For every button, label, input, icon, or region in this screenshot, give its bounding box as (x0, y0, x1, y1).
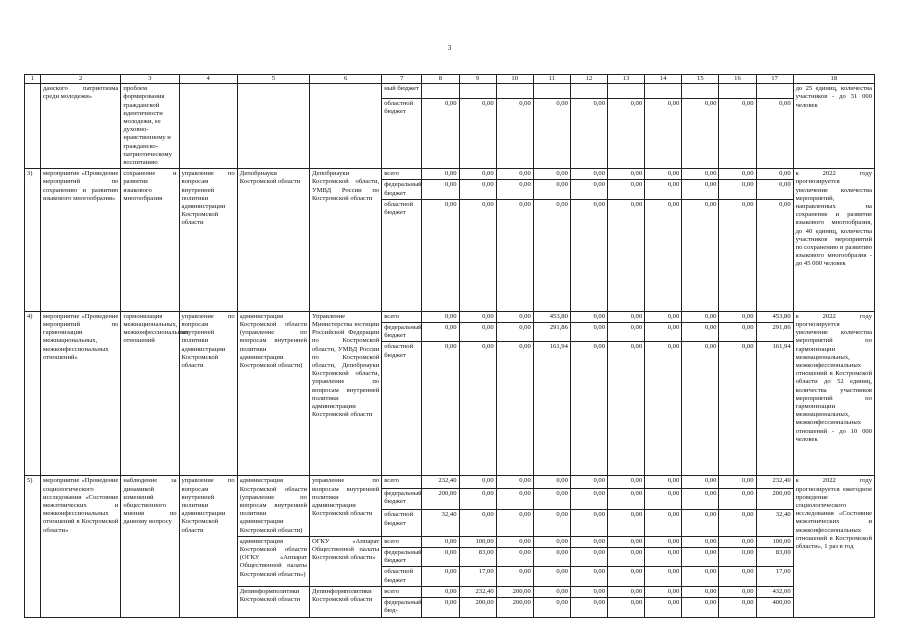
value-cell: 0,00 (682, 169, 719, 180)
value-cell: 0,00 (682, 476, 719, 488)
task-cell: сохранение и развитие языкового многообразия (121, 169, 179, 312)
value-cell: 0,00 (422, 548, 459, 567)
column-number: 9 (459, 75, 496, 84)
row-number-cell (25, 84, 41, 169)
value-cell: 0,00 (645, 342, 682, 476)
value-cell: 0,00 (719, 488, 756, 509)
value-cell: 0,00 (570, 311, 607, 322)
coordinator-cell: управление по вопросам внутренней политики администрации Костромской области (179, 476, 237, 617)
value-cell: 0,00 (608, 98, 645, 169)
value-cell: 0,00 (422, 199, 459, 311)
value-cell: 0,00 (719, 180, 756, 199)
responsible-cell: администрация Костромской области (управление по вопросам внутренней политики администрации Костромской области) (237, 476, 309, 536)
value-cell (719, 84, 756, 99)
funding-source: областной бюджет (382, 98, 422, 169)
value-cell: 0,00 (719, 476, 756, 488)
value-cell: 0,00 (645, 536, 682, 547)
funding-source: федеральный бюджет (382, 180, 422, 199)
value-cell: 0,00 (570, 476, 607, 488)
event-cell: данского патриотизма среди молодежи» (41, 84, 121, 169)
value-cell: 0,00 (570, 342, 607, 476)
value-cell: 0,00 (459, 169, 496, 180)
column-number: 12 (570, 75, 607, 84)
value-cell: 0,00 (422, 598, 459, 617)
value-cell: 0,00 (645, 510, 682, 537)
value-cell: 0,00 (682, 586, 719, 597)
value-cell: 0,00 (533, 180, 570, 199)
value-cell: 400,00 (756, 598, 793, 617)
value-cell: 0,00 (682, 199, 719, 311)
column-number: 4 (179, 75, 237, 84)
value-cell: 0,00 (570, 536, 607, 547)
task-cell: гармонизация межнациональных, межконфессиональных отношений (121, 311, 179, 476)
value-cell (422, 84, 459, 99)
value-cell: 0,00 (496, 323, 533, 342)
column-number: 5 (237, 75, 309, 84)
value-cell: 0,00 (608, 567, 645, 586)
value-cell: 0,00 (645, 488, 682, 509)
event-cell: мероприятие «Проведение социологического исследования «Состояние межэтнических и межконфессиональных отношений в Костромской области» (41, 476, 121, 617)
value-cell: 0,00 (608, 510, 645, 537)
funding-source: федеральный бюджет (382, 323, 422, 342)
value-cell: 161,94 (533, 342, 570, 476)
row-number-cell: 3) (25, 169, 41, 312)
value-cell: 0,00 (496, 567, 533, 586)
result-cell: к 2022 году прогнозируется ежегодное проведение социологического исследования «Состояние межэтнических и межконфессиональных отношений в Костромской области», 1 раз в год (793, 476, 874, 617)
value-cell: 0,00 (422, 98, 459, 169)
value-cell: 0,00 (719, 536, 756, 547)
value-cell: 232,40 (422, 476, 459, 488)
value-cell (645, 84, 682, 99)
coordinator-cell: управление по вопросам внутренней политики администрации Костромской области (179, 169, 237, 312)
value-cell: 161,94 (756, 342, 793, 476)
value-cell: 0,00 (645, 199, 682, 311)
value-cell: 232,40 (756, 476, 793, 488)
value-cell: 0,00 (533, 548, 570, 567)
value-cell: 0,00 (645, 598, 682, 617)
value-cell: 0,00 (608, 548, 645, 567)
responsible-cell: Депинформполитики Костромской области (237, 586, 309, 617)
value-cell: 200,00 (496, 598, 533, 617)
value-cell: 0,00 (459, 98, 496, 169)
value-cell: 0,00 (496, 536, 533, 547)
value-cell: 0,00 (496, 342, 533, 476)
value-cell: 0,00 (533, 586, 570, 597)
value-cell: 0,00 (645, 567, 682, 586)
value-cell: 0,00 (682, 311, 719, 322)
column-number: 17 (756, 75, 793, 84)
value-cell: 0,00 (570, 169, 607, 180)
value-cell: 0,00 (570, 199, 607, 311)
value-cell: 0,00 (682, 98, 719, 169)
value-cell: 0,00 (533, 169, 570, 180)
value-cell: 0,00 (645, 311, 682, 322)
value-cell: 0,00 (570, 548, 607, 567)
column-number: 2 (41, 75, 121, 84)
value-cell: 0,00 (533, 510, 570, 537)
value-cell: 0,00 (682, 598, 719, 617)
column-number: 3 (121, 75, 179, 84)
value-cell: 0,00 (645, 180, 682, 199)
funding-source: областной бюджет (382, 342, 422, 476)
value-cell: 0,00 (682, 180, 719, 199)
value-cell: 0,00 (719, 311, 756, 322)
value-cell: 0,00 (496, 510, 533, 537)
task-cell: проблем формирования гражданской идентичности молодежи, ее духовно-нравственному и гражданско-патриотическому воспитанию (121, 84, 179, 169)
value-cell: 0,00 (459, 323, 496, 342)
value-cell: 0,00 (570, 510, 607, 537)
funding-source: всего (382, 311, 422, 322)
value-cell: 17,00 (756, 567, 793, 586)
value-cell: 100,00 (459, 536, 496, 547)
value-cell: 0,00 (422, 536, 459, 547)
value-cell: 0,00 (422, 586, 459, 597)
value-cell: 291,86 (533, 323, 570, 342)
value-cell: 0,00 (533, 199, 570, 311)
table-row (25, 476, 875, 488)
responsible-cell: администрация Костромской области (управление по вопросам внутренней политики администрации Костромской области) (237, 311, 309, 476)
value-cell: 0,00 (533, 98, 570, 169)
value-cell: 0,00 (682, 536, 719, 547)
value-cell: 0,00 (756, 199, 793, 311)
value-cell: 0,00 (496, 476, 533, 488)
value-cell: 0,00 (645, 548, 682, 567)
value-cell (756, 84, 793, 99)
value-cell: 0,00 (608, 598, 645, 617)
value-cell: 0,00 (645, 476, 682, 488)
value-cell: 200,00 (459, 598, 496, 617)
result-cell: к 2022 году прогнозируется увеличение количества мероприятий, направленных на сохранение и развитие языкового многообразия, до 40 единиц, количества участников мероприятий по сохранению и развитию языкового многообразия - до 45 000 человек (793, 169, 874, 312)
header-row (25, 75, 875, 84)
value-cell: 0,00 (608, 311, 645, 322)
column-number: 7 (382, 75, 422, 84)
row-number-cell: 5) (25, 476, 41, 617)
value-cell: 232,40 (459, 586, 496, 597)
value-cell: 0,00 (459, 510, 496, 537)
responsible-cell (237, 84, 309, 169)
value-cell: 453,80 (533, 311, 570, 322)
value-cell: 0,00 (496, 548, 533, 567)
budget-table (24, 74, 875, 618)
column-number: 11 (533, 75, 570, 84)
funding-source: всего (382, 586, 422, 597)
value-cell: 200,00 (496, 586, 533, 597)
value-cell (682, 84, 719, 99)
table-row (25, 311, 875, 322)
executor-cell: Управление Министерства юстиции Российской Федерации по Костромской области, УМВД России по Костромской области, Депобрнауки Костромской области, управление по вопросам внутренней политики администрации Костромской области (309, 311, 381, 476)
value-cell (608, 84, 645, 99)
value-cell: 432,00 (756, 586, 793, 597)
value-cell: 0,00 (459, 199, 496, 311)
executor-cell: управление по вопросам внутренней политики администрации Костромской области (309, 476, 381, 536)
value-cell: 0,00 (422, 342, 459, 476)
value-cell: 0,00 (570, 488, 607, 509)
value-cell: 0,00 (459, 180, 496, 199)
page-number: 3 (447, 44, 452, 52)
value-cell: 0,00 (422, 311, 459, 322)
value-cell: 0,00 (459, 342, 496, 476)
value-cell: 0,00 (533, 598, 570, 617)
event-cell: мероприятие «Проведение мероприятий по гармонизации межнациональных, межконфессиональных отношений» (41, 311, 121, 476)
value-cell: 32,40 (756, 510, 793, 537)
value-cell: 0,00 (608, 342, 645, 476)
value-cell: 0,00 (645, 98, 682, 169)
table-row (25, 169, 875, 180)
value-cell: 0,00 (422, 567, 459, 586)
responsible-cell: администрация Костромской области (ОГКУ «Аппарат Общественной палаты Костромской области») (237, 536, 309, 586)
value-cell: 0,00 (719, 169, 756, 180)
value-cell: 0,00 (682, 342, 719, 476)
value-cell: 0,00 (756, 169, 793, 180)
value-cell: 0,00 (496, 180, 533, 199)
coordinator-cell: управление по вопросам внутренней политики администрации Костромской области (179, 311, 237, 476)
funding-source: областной бюджет (382, 510, 422, 537)
value-cell: 200,00 (756, 488, 793, 509)
value-cell: 0,00 (682, 548, 719, 567)
funding-source: федеральный бюд- (382, 598, 422, 617)
column-number: 6 (309, 75, 381, 84)
value-cell: 0,00 (608, 180, 645, 199)
value-cell (496, 84, 533, 99)
value-cell: 0,00 (496, 98, 533, 169)
value-cell: 0,00 (570, 323, 607, 342)
value-cell: 0,00 (496, 311, 533, 322)
column-number: 18 (793, 75, 874, 84)
value-cell: 0,00 (608, 488, 645, 509)
table-row (25, 84, 875, 99)
value-cell: 0,00 (719, 567, 756, 586)
value-cell: 0,00 (608, 476, 645, 488)
value-cell: 0,00 (496, 488, 533, 509)
task-cell: наблюдение за динамикой изменений общественного мнения по данному вопросу (121, 476, 179, 617)
funding-source: всего (382, 169, 422, 180)
value-cell: 0,00 (719, 510, 756, 537)
value-cell: 0,00 (533, 567, 570, 586)
funding-source: ный бюджет (382, 84, 422, 99)
value-cell: 0,00 (719, 598, 756, 617)
value-cell: 0,00 (459, 488, 496, 509)
value-cell: 0,00 (533, 476, 570, 488)
value-cell: 0,00 (570, 598, 607, 617)
column-number: 13 (608, 75, 645, 84)
value-cell: 83,00 (756, 548, 793, 567)
value-cell: 0,00 (756, 98, 793, 169)
value-cell: 83,00 (459, 548, 496, 567)
value-cell: 0,00 (496, 199, 533, 311)
row-number-cell: 4) (25, 311, 41, 476)
value-cell: 100,00 (756, 536, 793, 547)
value-cell: 17,00 (459, 567, 496, 586)
funding-source: федеральный бюджет (382, 548, 422, 567)
value-cell: 0,00 (682, 510, 719, 537)
value-cell: 0,00 (570, 567, 607, 586)
column-number: 1 (25, 75, 41, 84)
column-number: 16 (719, 75, 756, 84)
event-cell: мероприятие «Проведение мероприятий по сохранению и развитию языкового многообразия» (41, 169, 121, 312)
value-cell: 0,00 (570, 586, 607, 597)
value-cell: 0,00 (459, 476, 496, 488)
value-cell: 0,00 (608, 536, 645, 547)
result-cell: до 25 единиц, количества участников - до 31 000 человек (793, 84, 874, 169)
executor-cell: Депинформполитики Костромской области (309, 586, 381, 617)
value-cell (459, 84, 496, 99)
value-cell: 0,00 (719, 323, 756, 342)
funding-source: всего (382, 536, 422, 547)
column-number: 10 (496, 75, 533, 84)
value-cell: 0,00 (533, 488, 570, 509)
value-cell (533, 84, 570, 99)
result-cell: к 2022 году прогнозируется увеличение количества мероприятий по гармонизации межнациональных, межконфессиональных отношений в Костромской области до 52 единиц, количества участников мероприятий по гармонизации межнациональных, межконфессиональных отношений - до 10 000 человек (793, 311, 874, 476)
value-cell: 0,00 (608, 323, 645, 342)
value-cell: 200,00 (422, 488, 459, 509)
value-cell: 0,00 (459, 311, 496, 322)
value-cell: 291,86 (756, 323, 793, 342)
value-cell: 0,00 (682, 567, 719, 586)
value-cell: 0,00 (608, 199, 645, 311)
responsible-cell: Депобрнауки Костромской области (237, 169, 309, 312)
column-number: 15 (682, 75, 719, 84)
funding-source: областной бюджет (382, 567, 422, 586)
column-number: 8 (422, 75, 459, 84)
value-cell: 0,00 (719, 199, 756, 311)
value-cell: 0,00 (682, 323, 719, 342)
value-cell: 0,00 (496, 169, 533, 180)
value-cell: 0,00 (422, 180, 459, 199)
executor-cell (309, 84, 381, 169)
value-cell: 0,00 (719, 586, 756, 597)
executor-cell: ОГКУ «Аппарат Общественной палаты Костромской области» (309, 536, 381, 586)
value-cell: 0,00 (645, 586, 682, 597)
value-cell: 0,00 (570, 98, 607, 169)
column-number: 14 (645, 75, 682, 84)
value-cell: 0,00 (756, 180, 793, 199)
funding-source: всего (382, 476, 422, 488)
value-cell: 0,00 (570, 180, 607, 199)
value-cell: 0,00 (719, 548, 756, 567)
value-cell: 0,00 (422, 169, 459, 180)
value-cell: 0,00 (719, 342, 756, 476)
coordinator-cell (179, 84, 237, 169)
value-cell: 0,00 (645, 323, 682, 342)
value-cell: 453,80 (756, 311, 793, 322)
value-cell: 0,00 (682, 488, 719, 509)
value-cell: 0,00 (608, 586, 645, 597)
value-cell: 0,00 (608, 169, 645, 180)
value-cell: 0,00 (645, 169, 682, 180)
funding-source: областной бюджет (382, 199, 422, 311)
value-cell: 0,00 (422, 323, 459, 342)
funding-source: федеральный бюджет (382, 488, 422, 509)
value-cell: 0,00 (719, 98, 756, 169)
value-cell (570, 84, 607, 99)
executor-cell: Депобрнауки Костромской области, УМВД России по Костромской области (309, 169, 381, 312)
value-cell: 32,40 (422, 510, 459, 537)
value-cell: 0,00 (533, 536, 570, 547)
